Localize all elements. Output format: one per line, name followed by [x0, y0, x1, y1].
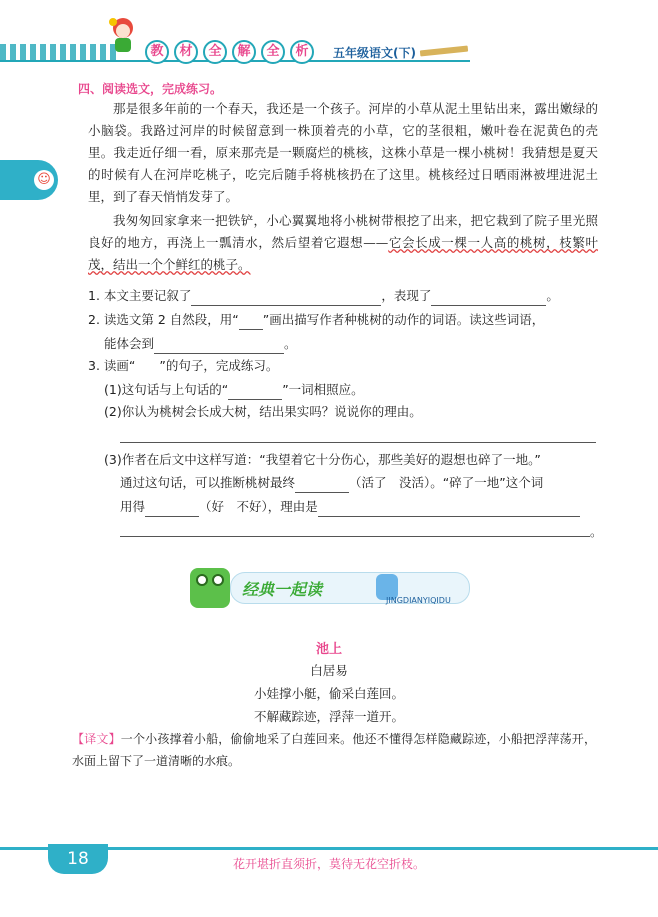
answer-line[interactable] — [120, 442, 596, 443]
banner-title: 经典一起读 — [242, 580, 323, 599]
q1-blank-2[interactable] — [431, 291, 546, 306]
q3-1-text: ”一词相照应。 — [282, 382, 364, 397]
header-subtitle: 五年级语文(下) — [333, 46, 416, 60]
pencil-icon — [420, 46, 468, 57]
poem-title: 池上 — [315, 642, 342, 657]
q3-3-text: 通过这句话，可以推断桃树最终 — [120, 475, 296, 490]
q3-3-blank-2[interactable] — [145, 502, 199, 517]
q3-3-blank-3[interactable] — [318, 502, 580, 517]
footer-motto: 花开堪折直须折，莫待无花空折枝。 — [232, 857, 425, 871]
poem-line-1: 小娃撑小艇，偷采白莲回。 — [253, 686, 404, 701]
question-1 — [88, 286, 559, 306]
brand-char: 解 — [232, 40, 256, 64]
q2-blank[interactable] — [154, 339, 284, 354]
q3-3-end: 。 — [590, 524, 603, 539]
question-3-3-line3 — [120, 497, 580, 517]
question-3 — [88, 356, 278, 376]
q3-3-text: （活了 没活）。“碎了一地”这个词 — [349, 475, 544, 490]
poem-author: 白居易 — [310, 663, 348, 678]
translation-label: 【译文】 — [72, 732, 121, 746]
brand-char: 全 — [203, 40, 227, 64]
q3-1-blank[interactable] — [228, 385, 282, 400]
face-icon: ☺ — [34, 170, 54, 190]
q1-blank-1[interactable] — [191, 291, 381, 306]
q2-text: ”画出描写作者种桃树的动作的词语。读这些词语， — [262, 312, 545, 327]
brand-char: 教 — [145, 40, 169, 64]
page-number: 18 — [48, 844, 108, 874]
poem-line-2: 不解藏踪迹，浮萍一道开。 — [253, 709, 404, 724]
q3-1-text: (1)这句话与上句话的“ — [104, 382, 229, 397]
q3-text: ”的句子，完成练习。 — [159, 358, 279, 373]
question-2 — [88, 310, 544, 330]
question-3-2: (2)你认为桃树会长成大树，结出果实吗？说说你的理由。 — [104, 404, 422, 419]
q1-text: 1. 本文主要记叙了 — [88, 288, 192, 303]
q2-text: 能体会到 — [104, 336, 155, 351]
question-2-cont — [104, 334, 297, 354]
q1-text: ，表现了 — [381, 288, 432, 303]
passage-paragraph-1: 那是很多年前的一个春天，我还是一个孩子。河岸的小草从泥土里钻出来，露出嫩绿的小脑袋。我路过河岸的时候留意到一株顶着壳的小草，它的茎很粗，嫩叶卷在泥黄色的壳里。我走近仔细一看，原来那壳是一颗腐烂的桃核，这株小草是一棵小桃树！我猜想是夏天的时候有人在河岸吃桃子，吃完后随手将桃核扔在了这里。桃核经过日晒雨淋被埋进泥土里，到了春天悄悄发芽了。 — [88, 101, 598, 204]
q2-mark-sample — [239, 315, 263, 330]
q3-wavy-sample — [135, 362, 159, 376]
translation-text: 一个小孩撑着小船，偷偷地采了白莲回来。他还不懂得怎样隐藏踪迹，小船把浮萍荡开，水面上留下了一道清晰的水痕。 — [72, 732, 596, 768]
q2-text: 2. 读选文第 2 自然段，用“ — [88, 312, 239, 327]
answer-line[interactable] — [120, 536, 590, 537]
monster-icon — [190, 568, 230, 608]
mascot-girl-icon — [105, 14, 141, 56]
q3-3-text: （好 不好），理由是 — [199, 499, 318, 514]
brand-char: 材 — [174, 40, 198, 64]
question-3-3-line2 — [120, 473, 543, 493]
brand-char: 析 — [290, 40, 314, 64]
question-3-3: (3)作者在后文中这样写道：“我望着它十分伤心，那些美好的遐想也碎了一地。” — [104, 452, 541, 467]
passage-paragraph-2 — [88, 210, 598, 276]
q3-text: 3. 读画“ — [88, 358, 136, 373]
banner-pinyin: JINGDIANYIQIDU — [386, 596, 451, 605]
question-3-1 — [104, 380, 364, 400]
q1-text: 。 — [546, 288, 559, 303]
q2-text: 。 — [284, 336, 297, 351]
passage-paragraph-2-text: 我匆匆回家拿来一把铁铲，小心翼翼地将小桃树带根挖了出来，把它栽到了院子里光照良好的地方，再浇上一瓢清水，然后望着它遐想—— — [88, 213, 598, 250]
poem-translation — [72, 728, 596, 772]
underlined-sentence: 它会长成一棵一人高的桃树，枝繁叶茂，结出一个个鲜红的桃子。 — [88, 235, 598, 272]
q3-3-blank-1[interactable] — [295, 478, 349, 493]
q3-3-text: 用得 — [120, 499, 146, 514]
section-title: 四、阅读选文，完成练习。 — [78, 82, 223, 96]
brand-char: 全 — [261, 40, 285, 64]
